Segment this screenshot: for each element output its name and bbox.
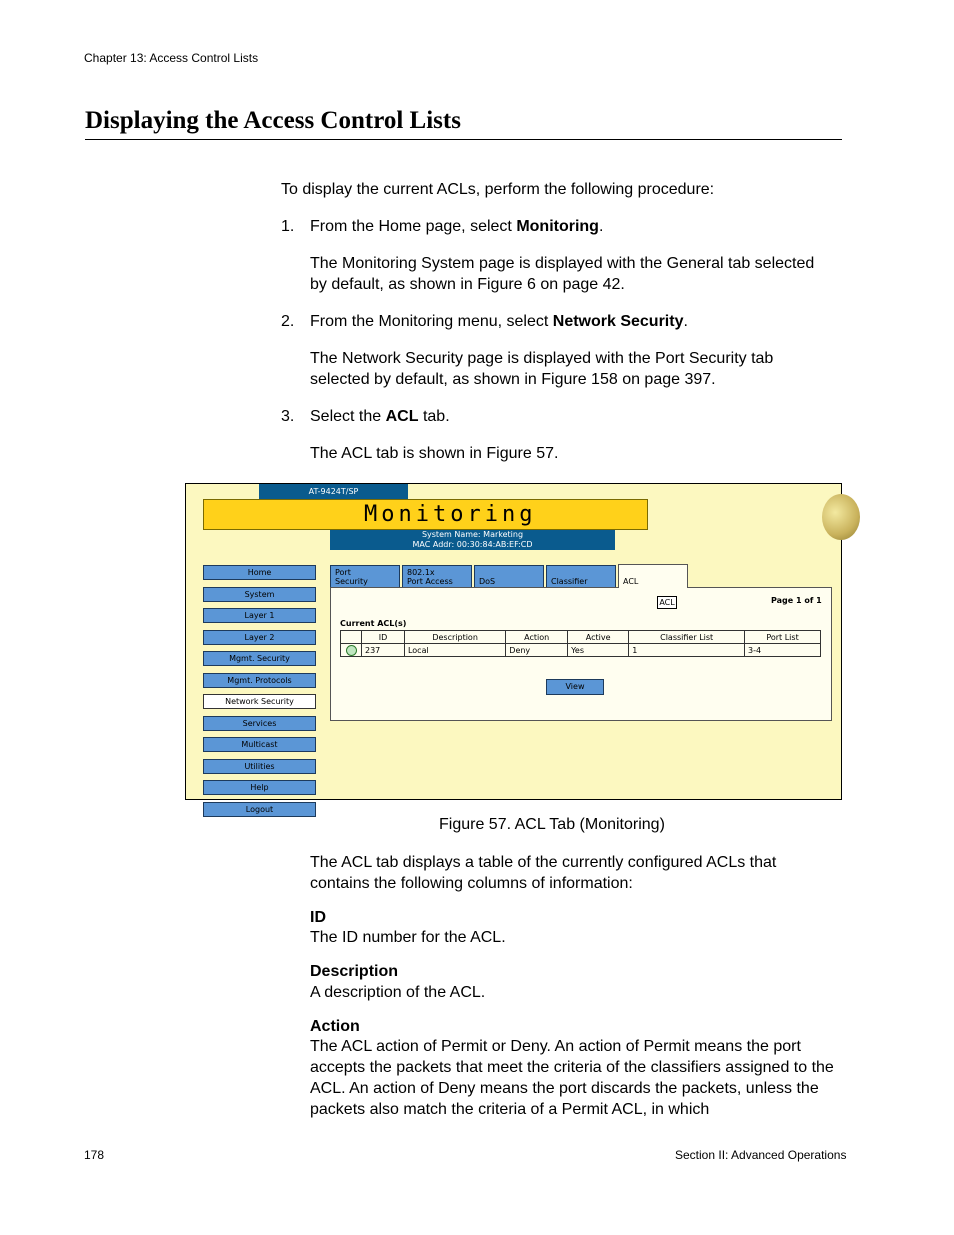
cell-port-list: 3-4 (745, 644, 821, 657)
nav-layer-1[interactable]: Layer 1 (203, 608, 316, 623)
nav-network-security[interactable]: Network Security (203, 694, 316, 709)
nav-logout[interactable]: Logout (203, 802, 316, 817)
acl-table (340, 630, 821, 657)
banner-title: Monitoring (364, 502, 537, 527)
cell-id: 237 (362, 644, 405, 657)
footer-section: Section II: Advanced Operations (675, 1148, 847, 1162)
step-1: From the Home page, select Monitoring. (310, 218, 604, 235)
nav-utilities[interactable]: Utilities (203, 759, 316, 774)
acl-panel (330, 587, 832, 721)
monitoring-banner (203, 499, 648, 530)
step-3: Select the ACL tab. (310, 408, 450, 425)
current-acls-label: Current ACL(s) (340, 619, 407, 628)
nav-mgmt-protocols[interactable]: Mgmt. Protocols (203, 673, 316, 688)
tab-port-access[interactable]: 802.1x Port Access (402, 565, 472, 587)
column-header-port-list: Port List (745, 631, 821, 644)
cell-classifier-list: 1 (629, 644, 745, 657)
mac-address: MAC Addr: 00:30:84:AB:EF:CD (412, 540, 533, 549)
globe-logo-icon (822, 494, 860, 540)
nav-system[interactable]: System (203, 587, 316, 602)
tab-port-security[interactable]: Port Security (330, 565, 400, 587)
figure-caption: Figure 57. ACL Tab (Monitoring) (439, 816, 665, 833)
step-2-number: 2. (281, 313, 295, 330)
term-id: ID (310, 909, 326, 926)
select-column-header (341, 631, 362, 644)
table-header-row (341, 631, 821, 644)
view-button[interactable]: View (546, 679, 604, 695)
step-1-number: 1. (281, 218, 295, 235)
step-3-number: 3. (281, 408, 295, 425)
model-bar: AT-9424T/SP (259, 484, 408, 499)
cell-active: Yes (568, 644, 629, 657)
page-number: 178 (84, 1148, 105, 1162)
section-heading: Displaying the Access Control Lists (85, 107, 842, 140)
acl-tab-figure (185, 483, 842, 814)
column-header-active: Active (568, 631, 629, 644)
column-header-action: Action (506, 631, 568, 644)
intro-text: To display the current ACLs, perform the following procedure: (281, 181, 715, 198)
step-2: From the Monitoring menu, select Network Security. (310, 313, 688, 330)
column-header-description: Description (404, 631, 505, 644)
system-name: System Name: Marketing (421, 530, 524, 539)
step-2-note: The Network Security page is displayed with the Port Security tab selected by default, as shown in Figure 158 on page 397. (310, 350, 774, 388)
step-1-note: The Monitoring System page is displayed with the General tab selected by default, as shown in Figure 6 on page 42. (310, 255, 815, 293)
term-action: Action (310, 1018, 360, 1035)
definition-id: The ID number for the ACL. (310, 929, 506, 946)
nav-multicast[interactable]: Multicast (203, 737, 316, 752)
radio-icon[interactable] (346, 645, 357, 656)
column-header-id: ID (362, 631, 405, 644)
page-indicator: Page 1 of 1 (771, 596, 822, 605)
row-select-radio[interactable] (341, 644, 362, 657)
system-info-box (330, 530, 615, 550)
tab-acl[interactable]: ACL (618, 564, 688, 588)
nav-mgmt-security[interactable]: Mgmt. Security (203, 651, 316, 666)
term-description: Description (310, 963, 399, 980)
step-3-note: The ACL tab is shown in Figure 57. (310, 445, 559, 462)
definition-description: A description of the ACL. (310, 984, 486, 1001)
table-row (341, 644, 821, 657)
nav-help[interactable]: Help (203, 780, 316, 795)
cell-description: Local (404, 644, 505, 657)
column-header-classifier-list: Classifier List (629, 631, 745, 644)
nav-home[interactable]: Home (203, 565, 316, 580)
cell-action: Deny (506, 644, 568, 657)
after-figure-text: The ACL tab displays a table of the currently configured ACLs that contains the following columns of information: (310, 854, 777, 892)
nav-services[interactable]: Services (203, 716, 316, 731)
nav-layer-2[interactable]: Layer 2 (203, 630, 316, 645)
acl-select[interactable]: ACL (657, 596, 677, 609)
tab-dos[interactable]: DoS (474, 565, 544, 587)
running-head: Chapter 13: Access Control Lists (84, 51, 259, 65)
tab-classifier[interactable]: Classifier (546, 565, 616, 587)
nav-menu (203, 565, 316, 823)
definition-action: The ACL action of Permit or Deny. An action of Permit means the port accepts the packets that meet the criteria of the classifiers assigned to the ACL. An action of Deny means the port discards the packets, unless the packets also match the criteria of a Permit ACL, in which (310, 1038, 834, 1118)
